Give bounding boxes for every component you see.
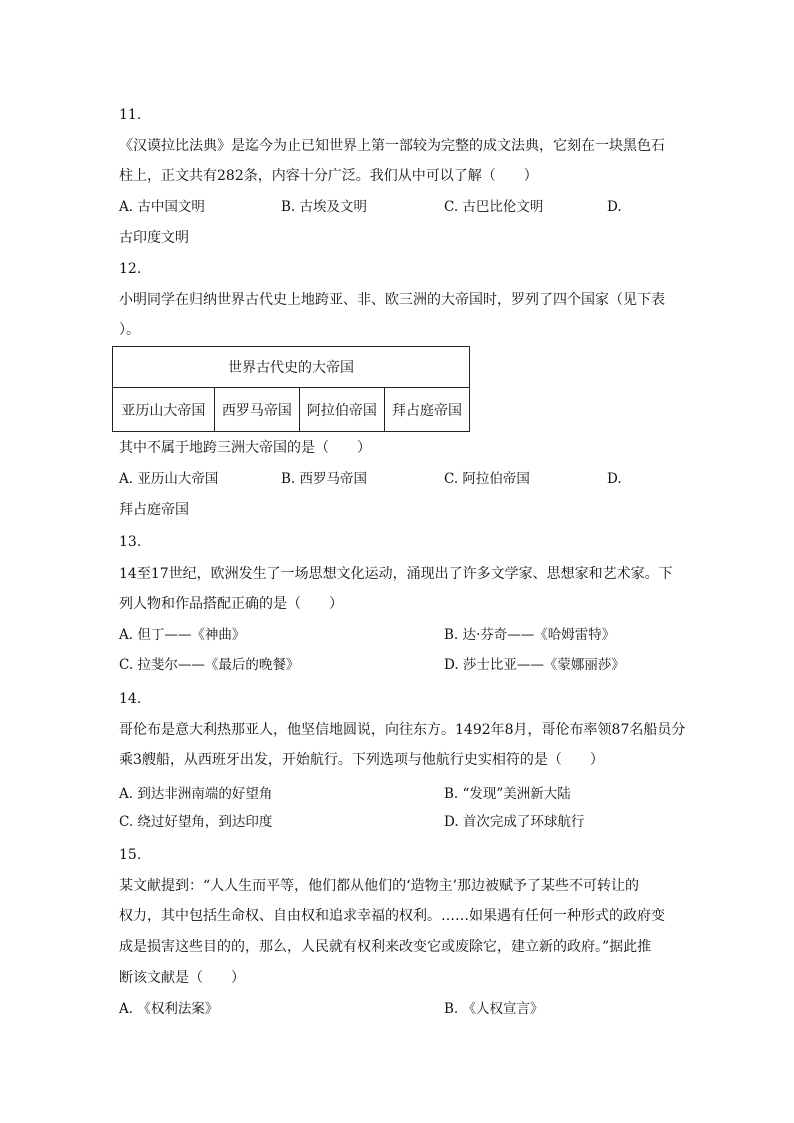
option-c: C. 绕过好望角，到达印度: [119, 814, 273, 830]
question-number: 14.: [119, 691, 142, 707]
question-stem-line: 哥伦布是意大利热那亚人，他坚信地圆说，向往东方。1492年8月，哥伦布率领87名船员分: [119, 722, 686, 738]
option-c: C. 古巴比伦文明: [444, 199, 544, 215]
option-b: B. 《人权宣言》: [444, 1001, 544, 1017]
question-stem-line: 柱上，正文共有282条，内容十分广泛。我们从中可以了解（ ）: [119, 168, 538, 184]
question-stem-line: 其中不属于地跨三洲大帝国的是（ ）: [119, 440, 371, 456]
option-b: B. 古埃及文明: [281, 199, 368, 215]
question-stem-line: 成是损害这些目的的，那么，人民就有权利来改变它或废除它，建立新的政府。”据此推: [119, 939, 652, 955]
option-d: D. 首次完成了环球航行: [444, 814, 585, 830]
question-number: 12.: [119, 261, 142, 277]
option-b: B. “发现”美洲新大陆: [444, 786, 571, 802]
option-c: C. 阿拉伯帝国: [444, 471, 530, 487]
question-stem-line: 权力，其中包括生命权、自由权和追求幸福的权利。……如果遇有任何一种形式的政府变: [119, 908, 665, 924]
option-d: D.: [607, 471, 622, 487]
table-cell: 亚历山大帝国: [113, 388, 215, 432]
table-cell: 阿拉伯帝国: [299, 388, 384, 432]
question-number: 15.: [119, 847, 142, 863]
option-d-text: 拜占庭帝国: [119, 502, 189, 518]
option-a: A. 《权利法案》: [119, 1001, 219, 1017]
option-a: A. 到达非洲南端的好望角: [119, 786, 273, 802]
empires-table: [112, 346, 470, 432]
option-a: A. 古中国文明: [119, 199, 205, 215]
question-number: 13.: [119, 534, 142, 550]
option-d: D.: [607, 199, 622, 215]
question-stem-line: 断该文献是（ ）: [119, 970, 245, 986]
question-stem-line: 某文献提到：“人人生而平等，他们都从他们的‘造物主’那边被赋予了某些不可转让的: [119, 878, 640, 894]
question-number: 11.: [119, 107, 142, 123]
question-stem-line: 14至17世纪，欧洲发生了一场思想文化运动，涌现出了许多文学家、思想家和艺术家。下: [119, 566, 673, 582]
table-header: 世界古代史的大帝国: [113, 347, 470, 388]
question-stem-line: 列人物和作品搭配正确的是（ ）: [119, 596, 343, 612]
option-b: B. 达·芬奇——《哈姆雷特》: [444, 627, 616, 643]
option-a: A. 但丁——《神曲》: [119, 627, 246, 643]
option-c: C. 拉斐尔——《最后的晚餐》: [119, 657, 300, 673]
question-stem-line: 《汉谟拉比法典》是迄今为止已知世界上第一部较为完整的成文法典，它刻在一块黑色石: [119, 138, 665, 154]
question-stem-line: 乘3艘船，从西班牙出发，开始航行。下列选项与他航行史实相符的是（ ）: [119, 752, 604, 768]
option-d: D. 莎士比亚——《蒙娜丽莎》: [444, 657, 625, 673]
question-stem-line: ）。: [119, 322, 140, 338]
option-a: A. 亚历山大帝国: [119, 471, 219, 487]
question-stem-line: 小明同学在归纳世界古代史上地跨亚、非、欧三洲的大帝国时，罗列了四个国家（见下表: [119, 292, 665, 308]
table-cell: 西罗马帝国: [214, 388, 299, 432]
option-d-text: 古印度文明: [119, 230, 189, 246]
table-cell: 拜占庭帝国: [384, 388, 469, 432]
option-b: B. 西罗马帝国: [281, 471, 368, 487]
